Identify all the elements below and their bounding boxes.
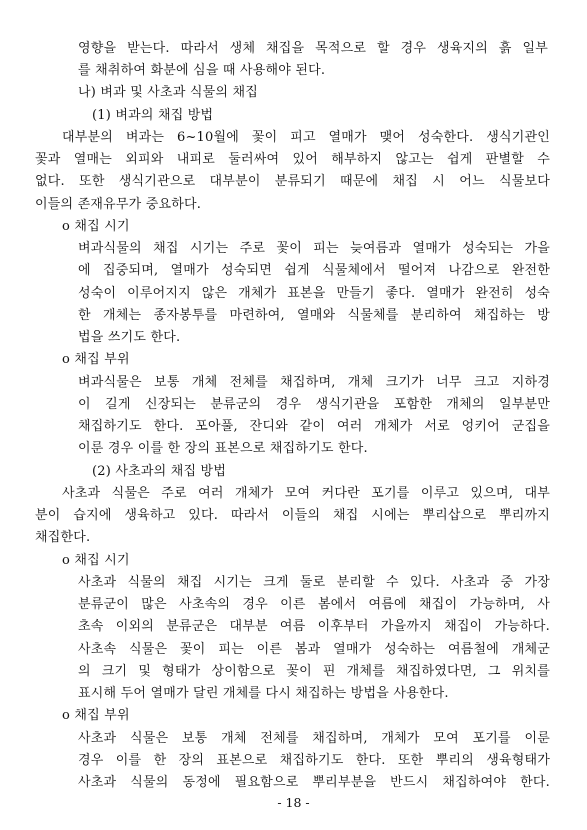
body-text-line: 대부분의 벼과는 6~10월에 꽃이 피고 열매가 맺어 성숙한다. 생식기관인 [62,130,550,145]
page-number: - 18 - [277,795,310,810]
body-text-line: 사초과 식물은 보통 개체 전체를 채집하며, 개체가 모여 포기를 이룬 [78,731,550,746]
body-text-line: 한 개체는 종자봉투를 마련하여, 열매와 식물체를 분리하여 채집하는 방 [78,308,550,323]
body-text-line: 법을 쓰기도 한다. [78,330,181,345]
body-text-line: 분류군이 많은 사초속의 경우 이른 봄에서 여름에 채집이 가능하며, 사 [78,597,550,612]
body-text-line: 사초과 식물의 동정에 필요함으로 뿌리부분을 반드시 채집하여야 한다. [78,775,550,790]
body-text-line: 의 크기 및 형태가 상이함으로 꽃이 핀 개체를 채집하였다면, 그 위치를 [78,664,550,679]
section-heading: 나) 벼과 및 사초과 식물의 채집 [78,85,259,100]
body-text-line: 사초과 식물의 채집 시기는 크게 둘로 분리할 수 있다. 사초과 중 가장 [78,575,550,590]
body-text-line: 이들의 존재유무가 중요하다. [35,197,202,212]
body-text-line: 분이 습지에 생육하고 있다. 따라서 이들의 채집 시에는 뿌리삽으로 뿌리까지 [35,508,550,523]
body-text-line: 채집한다. [35,530,91,545]
body-text-line: 벼과식물은 보통 개체 전체를 채집하며, 개체 크기가 너무 크고 지하경 [78,375,550,390]
bullet-heading: o 채집 부위 [62,708,130,723]
body-text-line: 성숙이 이루어지지 않은 개체가 표본을 만들기 좋다. 열매가 완전히 성숙 [78,286,550,301]
body-text-line: 경우 이를 한 장의 표본으로 채집하기도 한다. 또한 뿌리의 생육형태가 [78,753,550,768]
bullet-heading: o 채집 시기 [62,553,130,568]
body-text-line: 표시해 두어 열매가 달린 개체를 다시 채집하는 방법을 사용한다. [78,686,449,701]
body-text-line: 벼과식물의 채집 시기는 주로 꽃이 피는 늦여름과 열매가 성숙되는 가을 [78,241,550,256]
body-text-line: 이룬 경우 이를 한 장의 표본으로 채집하기도 한다. [78,441,368,456]
body-text-line: 없다. 또한 생식기관으로 대부분이 분류되기 때문에 채집 시 어느 식물보다 [35,174,550,189]
body-text-line: 채집하기도 한다. 포아풀, 잔디와 같이 여러 개체가 서로 엉키어 군집을 [78,419,550,434]
body-text-line: 에 집중되며, 열매가 성숙되면 쉽게 식물체에서 떨어져 나감으로 완전한 [78,263,550,278]
body-text-line: 사초과 식물은 주로 여러 개체가 모여 커다란 포기를 이루고 있으며, 대부 [62,486,550,501]
body-text-line: 를 채취하여 화분에 심을 때 사용해야 된다. [78,63,326,78]
bullet-heading: o 채집 부위 [62,352,130,367]
subsection-heading: (1) 벼과의 채집 방법 [92,108,214,123]
bullet-heading: o 채집 시기 [62,219,130,234]
body-text-line: 사초속 식물은 꽃이 피는 이른 봄과 열매가 성숙하는 여름철에 개체군 [78,642,550,657]
body-text-line: 초속 이외의 분류군은 대부분 여름 이후부터 가을까지 채집이 가능하다. [78,619,550,634]
body-text-line: 꽃과 열매는 외피와 내피로 둘러싸여 있어 해부하지 않고는 쉽게 판별할 수 [35,152,550,167]
body-text-line: 이 길게 신장되는 분류군의 경우 생식기관을 포함한 개체의 일부분만 [78,397,550,412]
body-text-line: 영향을 받는다. 따라서 생체 채집을 목적으로 할 경우 생육지의 흙 일부 [78,41,548,56]
subsection-heading: (2) 사초과의 채집 방법 [92,464,227,479]
